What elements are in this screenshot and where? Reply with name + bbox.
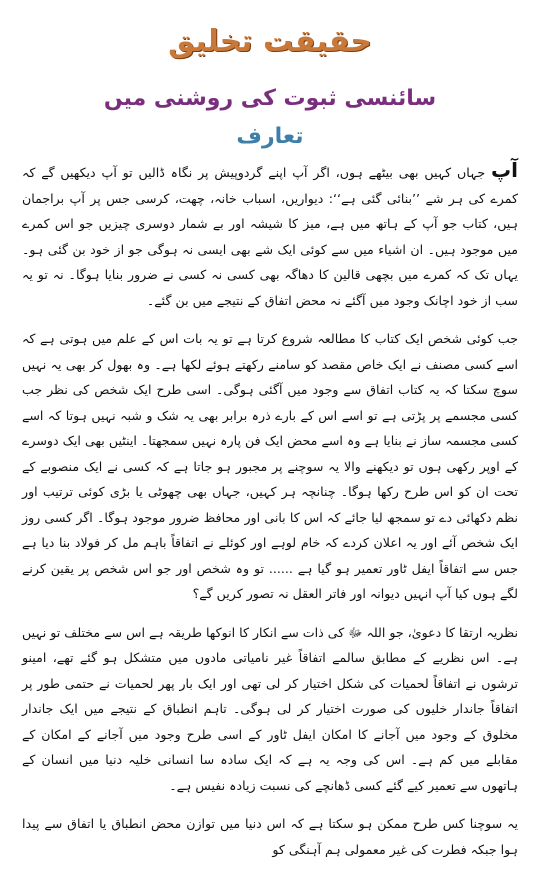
section-heading: تعارف — [236, 124, 304, 149]
paragraph-text: جب کوئی شخص ایک کتاب کا مطالعہ شروع کرتا ہے تو یہ بات اس کے علم میں ہوتی ہے کہ اسے کسی مصنف نے ایک خاص مقصد کو سامنے رکھتے ہوئے لکھا ہے۔ وہ بھول کر بھی یہ نہیں سوچ سکتا کہ یہ کتاب اتفاق سے وجود میں آگئی ہوگی۔ اسی طرح ایک شخص کی نظر جب کسی مجسمے پر پڑتی ہے تو اسے اس کے بارے ذرہ برابر بھی یہ شک و شبہ نہیں ہوتا کہ اسے کسی مجسمہ ساز نے بنایا ہے وہ اسے محض ایک فن پارہ نہیں سمجھتا۔ اینٹیں بھی ایک دوسرے کے اوپر رکھی ہوں تو دیکھنے والا یہ سوچنے پر مجبور ہو جاتا ہے کہ کسی نے ایک منصوبے کے تحت ان کو اس طرح رکھا ہوگا۔ چنانچہ ہر کہیں، جہاں بھی چھوٹی یا بڑی کوئی ترتیب اور نظم دکھائی دے تو سمجھ لیا جائے کہ اس کا بانی اور محافظ ضرور موجود ہوگا۔ اگر کسی روز ایک شخص آئے اور یہ اعلان کردے کہ خام لوہے اور کوئلے نے اتفاقاً باہم مل کر فولاد بنا دیا ہے جس سے اتفاقاً ایفل ٹاور تعمیر ہو گیا ہے ...... تو وہ شخص اور جو اس شخص پر یقین کرنے لگے ہوں کیا آپ انہیں دیوانہ اور فاتر العقل نہ تصور کریں گے؟ — [22, 331, 518, 601]
paragraph-text: یہ سوچنا کس طرح ممکن ہو سکتا ہے کہ اس دنیا میں توازن محض انطباق یا اتفاق سے پیدا ہوا جبکہ فطرت کی غیر معمولی ہم آہنگی کو — [22, 816, 518, 857]
paragraph-text: نظریہ ارتقا کا دعویٰ، جو اللہ ﷻ کی ذات سے انکار کا انوکھا طریقہ ہے اس سے مختلف تو نہیں ہے۔ اس نظریے کے مطابق سالمے اتفاقاً غیر نامیاتی مادوں میں متشکل ہو گئے تھے، امینو ترشوں نے اتفاقاً لحمیات کی شکل اختیار کر لی تھی اور ایک بار پھر لحمیات نے حتمی طور پر اتفاقاً جاندار خلیوں کی صورت اختیار کر لی ہوگی۔ تاہم انطباق کے نتیجے میں ایک جاندار مخلوق کے وجود میں آجانے کا امکان ایفل ٹاور کے اسی طرح وجود میں آجانے کے امکان کے مقابلے میں کم ہے۔ اس کی وجہ یہ ہے کہ ایک سادہ سا انسانی خلیہ دنیا میں انسان کے ہاتھوں سے تعمیر کیے گئے کسی ڈھانچے کی نسبت زیادہ نفیس ہے۔ — [22, 624, 518, 793]
drop-word: آپ — [491, 158, 518, 182]
paragraph-4 — [22, 811, 518, 862]
body-text — [22, 158, 518, 875]
page-title: حقیقت تخلیق — [168, 24, 372, 59]
paragraph-3 — [22, 620, 518, 799]
paragraph-1 — [22, 158, 518, 313]
paragraph-2 — [22, 326, 518, 607]
page-subtitle: سائنسی ثبوت کی روشنی میں — [103, 86, 437, 111]
paragraph-text: جہاں کہیں بھی بیٹھے ہوں، اگر آپ اپنے گردوپیش پر نگاہ ڈالیں تو آپ دیکھیں گے کہ کمرے کی ہر شے ’’بنائی گئی ہے‘‘: دیواریں، اسباب خانہ، چھت، کرسی جس پر آپ براجمان ہیں، کتاب جو آپ کے ہاتھ میں ہے، میز کا شیشہ اور بے شمار دوسری چیزیں جو اس کمرے میں موجود ہیں۔ ان اشیاء میں سے کوئی ایک شے بھی ایسی نہ ہوگی جو از خود بن گئی ہو۔ یہاں تک کہ کمرے میں بچھی قالین کا دھاگہ بھی کسی نہ کسی نے ضرور بنایا ہوگا۔ نہ تو یہ سب از خود اچانک وجود میں آگئے نہ محض اتفاق کے نتیجے میں بن گئے۔ — [22, 165, 518, 308]
